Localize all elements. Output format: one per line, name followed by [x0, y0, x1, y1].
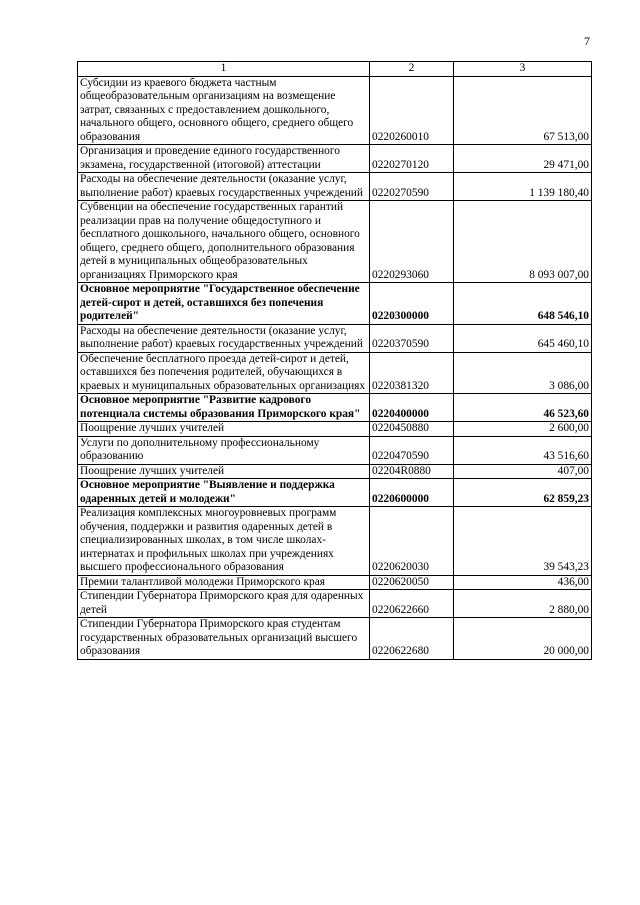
row-code-cell: 0220293060 — [370, 201, 454, 283]
table-row — [78, 394, 592, 422]
row-name-cell: Реализация комплексных многоуровневых программ обучения, поддержки и развития одаренных детей в специализированных школах, в том числе школах-интернатах и профильных школах при учреждениях высшего профессионального образования — [78, 507, 370, 576]
page-number: 7 — [584, 34, 590, 48]
row-name-cell: Основное мероприятие "Государственное обеспечение детей-сирот и детей, оставшихся без попечения родителей" — [78, 283, 370, 325]
header-row — [78, 62, 592, 77]
row-sum-cell: 39 543,23 — [454, 507, 592, 576]
row-sum-cell: 648 546,10 — [454, 283, 592, 325]
table-row — [78, 479, 592, 507]
row-code-cell: 0220470590 — [370, 436, 454, 464]
table-row — [78, 618, 592, 660]
row-name-cell: Основное мероприятие "Выявление и поддержка одаренных детей и молодежи" — [78, 479, 370, 507]
row-sum-cell: 67 513,00 — [454, 76, 592, 145]
table-body — [78, 76, 592, 659]
row-sum-cell: 43 516,60 — [454, 436, 592, 464]
table-row — [78, 590, 592, 618]
table-row — [78, 283, 592, 325]
table-row — [78, 422, 592, 437]
row-name-cell: Стипендии Губернатора Приморского края студентам государственных образовательных организаций высшего образования — [78, 618, 370, 660]
row-name-cell: Обеспечение бесплатного проезда детей-сирот и детей, оставшихся без попечения родителей, обучающихся в краевых и муниципальных образовательных организациях — [78, 352, 370, 394]
row-name-cell: Услуги по дополнительному профессиональному образованию — [78, 436, 370, 464]
row-sum-cell: 645 460,10 — [454, 324, 592, 352]
row-code-cell: 0220270590 — [370, 173, 454, 201]
row-sum-cell: 436,00 — [454, 575, 592, 590]
row-code-cell: 0220622680 — [370, 618, 454, 660]
row-sum-cell: 407,00 — [454, 464, 592, 479]
row-sum-cell: 1 139 180,40 — [454, 173, 592, 201]
row-code-cell: 0220622660 — [370, 590, 454, 618]
table-row — [78, 145, 592, 173]
table-row — [78, 352, 592, 394]
row-code-cell: 0220260010 — [370, 76, 454, 145]
table-row — [78, 436, 592, 464]
row-code-cell: 02204R0880 — [370, 464, 454, 479]
row-name-cell: Организация и проведение единого государственного экзамена, государственной (итоговой) аттестации — [78, 145, 370, 173]
row-code-cell: 0220370590 — [370, 324, 454, 352]
row-sum-cell: 2 600,00 — [454, 422, 592, 437]
table-row — [78, 507, 592, 576]
table-row — [78, 76, 592, 145]
row-name-cell: Поощрение лучших учителей — [78, 422, 370, 437]
row-name-cell: Стипендии Губернатора Приморского края для одаренных детей — [78, 590, 370, 618]
row-code-cell: 0220450880 — [370, 422, 454, 437]
table-row — [78, 324, 592, 352]
row-sum-cell: 20 000,00 — [454, 618, 592, 660]
row-code-cell: 0220300000 — [370, 283, 454, 325]
header-cell-code: 2 — [370, 62, 454, 77]
row-code-cell: 0220600000 — [370, 479, 454, 507]
table-row — [78, 201, 592, 283]
row-sum-cell: 62 859,23 — [454, 479, 592, 507]
row-name-cell: Субсидии из краевого бюджета частным общеобразовательным организациям на возмещение затрат, связанных с предоставлением дошкольного, начального общего, основного общего, среднего общего образования — [78, 76, 370, 145]
table-row — [78, 575, 592, 590]
row-sum-cell: 2 880,00 — [454, 590, 592, 618]
row-name-cell: Основное мероприятие "Развитие кадрового потенциала системы образования Приморского края" — [78, 394, 370, 422]
row-sum-cell: 3 086,00 — [454, 352, 592, 394]
row-code-cell: 0220620030 — [370, 507, 454, 576]
row-name-cell: Расходы на обеспечение деятельности (оказание услуг, выполнение работ) краевых государственных учреждений — [78, 173, 370, 201]
row-code-cell: 0220381320 — [370, 352, 454, 394]
row-code-cell: 0220270120 — [370, 145, 454, 173]
header-cell-name: 1 — [78, 62, 370, 77]
row-name-cell: Поощрение лучших учителей — [78, 464, 370, 479]
budget-table — [77, 61, 592, 660]
row-name-cell: Премии талантливой молодежи Приморского края — [78, 575, 370, 590]
row-name-cell: Субвенции на обеспечение государственных гарантий реализации прав на получение общедоступного и бесплатного дошкольного, начального общего, основного общего, среднего общего, дополнительного образования детей в муниципальных общеобразовательных организациях Приморского края — [78, 201, 370, 283]
row-sum-cell: 29 471,00 — [454, 145, 592, 173]
table-row — [78, 464, 592, 479]
row-name-cell: Расходы на обеспечение деятельности (оказание услуг, выполнение работ) краевых государственных учреждений — [78, 324, 370, 352]
row-code-cell: 0220400000 — [370, 394, 454, 422]
header-cell-sum: 3 — [454, 62, 592, 77]
row-sum-cell: 46 523,60 — [454, 394, 592, 422]
row-code-cell: 0220620050 — [370, 575, 454, 590]
row-sum-cell: 8 093 007,00 — [454, 201, 592, 283]
table-row — [78, 173, 592, 201]
